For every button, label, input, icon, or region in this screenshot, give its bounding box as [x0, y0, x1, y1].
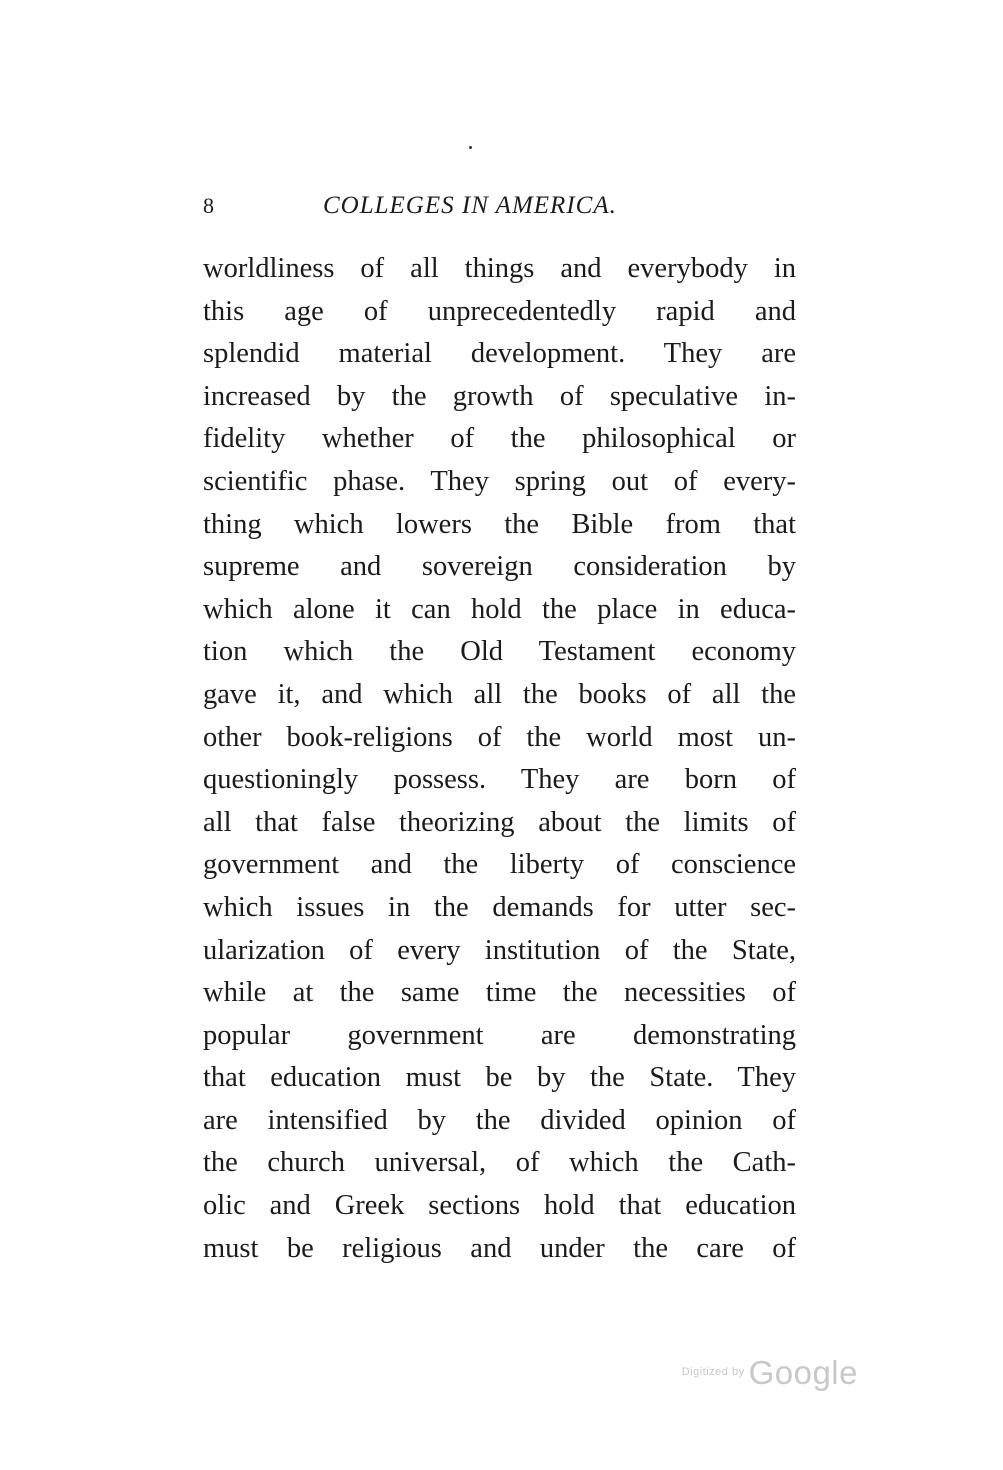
text-line: must be religious and under the care of: [203, 1232, 796, 1264]
text-line: while at the same time the necessities of: [203, 977, 796, 1009]
text-line: this age of unprecedentedly rapid and: [203, 295, 796, 327]
text-line: that education must be by the State. They: [203, 1062, 796, 1094]
page-number: 8: [203, 193, 214, 218]
body-text: [203, 248, 796, 1270]
text-line: the church universal, of which the Cath-: [203, 1147, 796, 1179]
text-line: scientific phase. They spring out of every-: [203, 465, 796, 497]
print-speck: [469, 146, 472, 149]
digitized-watermark: [682, 1356, 858, 1389]
text-line: popular government are demonstrating: [203, 1019, 796, 1051]
text-line: all that false theorizing about the limits of: [203, 806, 796, 838]
text-line: olic and Greek sections hold that education: [203, 1190, 796, 1222]
watermark-prefix: Digitized by: [681, 1366, 745, 1378]
text-line: worldliness of all things and everybody in: [203, 253, 796, 284]
text-line: splendid material development. They are: [203, 338, 796, 370]
text-line: thing which lowers the Bible from that: [203, 508, 796, 540]
text-line: which issues in the demands for utter sec-: [203, 891, 796, 923]
google-logo: Google: [748, 1354, 858, 1391]
text-line: government and the liberty of conscience: [203, 849, 796, 881]
text-line: other book-religions of the world most un-: [203, 721, 796, 753]
text-line: increased by the growth of speculative in-: [203, 380, 796, 412]
text-line: which alone it can hold the place in educa-: [203, 593, 796, 625]
text-line: tion which the Old Testament economy: [203, 636, 796, 668]
text-line: gave it, and which all the books of all the: [203, 678, 796, 710]
text-line: supreme and sovereign consideration by: [203, 551, 796, 583]
text-line: are intensified by the divided opinion of: [203, 1104, 796, 1136]
running-title: COLLEGES IN AMERICA.: [323, 192, 617, 219]
text-line: fidelity whether of the philosophical or: [203, 423, 796, 455]
text-line: questioningly possess. They are born of: [203, 764, 796, 796]
text-line: ularization of every institution of the State,: [203, 934, 796, 966]
